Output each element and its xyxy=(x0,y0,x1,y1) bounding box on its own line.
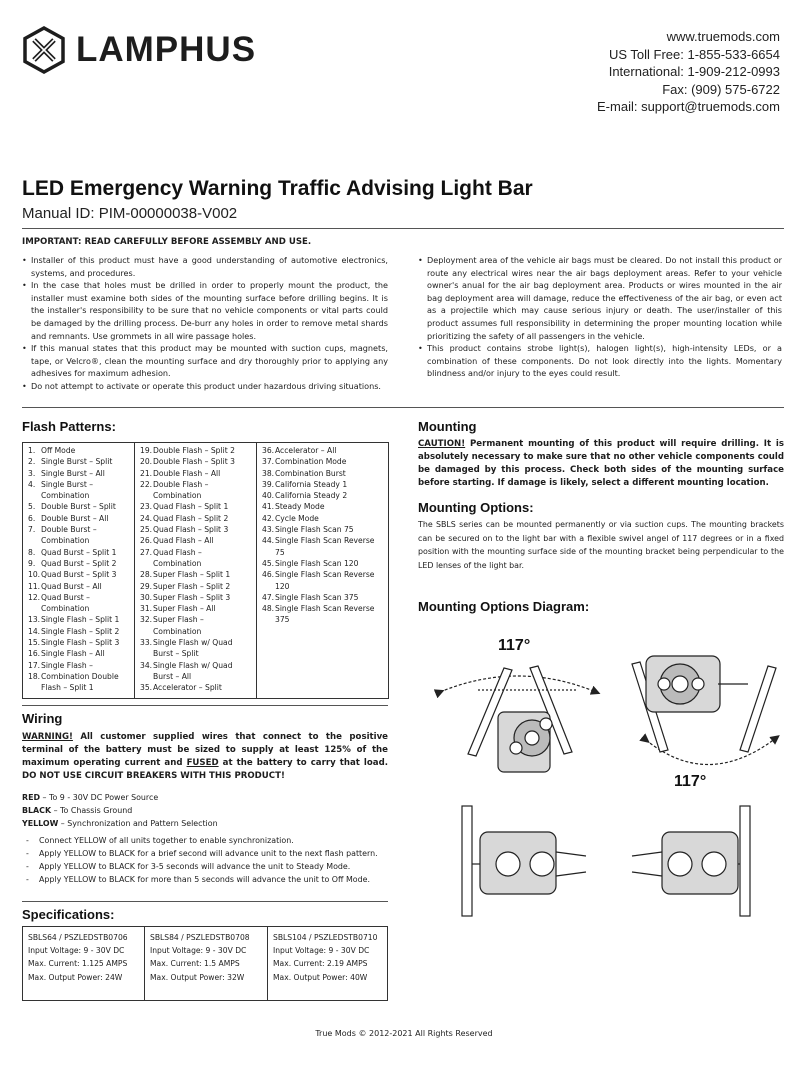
list-item: 24. Quad Flash – Split 2 xyxy=(140,513,229,523)
list-item: - Apply YELLOW to BLACK for a brief second will advance unit to the next flash pattern. xyxy=(22,847,388,860)
angle-label-bottom: 117° xyxy=(674,773,707,790)
wire-yellow: YELLOW – Synchronization and Pattern Selection xyxy=(22,819,218,828)
list-item: 31. Super Flash – All xyxy=(140,604,216,614)
contact-toll-free: US Toll Free: 1-855-533-6654 xyxy=(608,46,780,62)
contact-block xyxy=(597,28,780,116)
swivel-left-illustration xyxy=(440,666,596,772)
caution-label: CAUTION! xyxy=(418,439,466,449)
contact-website[interactable]: www.truemods.com xyxy=(666,29,780,44)
flash-patterns-table xyxy=(22,442,389,699)
spec-model-2: SBLS84 / PSZLEDSTB0708 Input Voltage: 9 - 30V DC Max. Current: 1.5 AMPS Max. Output Power: 32W xyxy=(145,927,268,1001)
list-item: 26. Quad Flash – All xyxy=(140,536,214,546)
mounting-diagram-heading: Mounting Options Diagram: xyxy=(418,599,590,614)
flash-column-1 xyxy=(23,443,135,699)
manual-id: Manual ID: PIM-00000038-V002 xyxy=(22,205,238,222)
mounting-heading: Mounting xyxy=(418,419,477,434)
list-item: • Deployment area of the vehicle air bags must be cleared. Do not install this product or route any electrical wires near the air bags deployment areas. Refer to your vehicle owner's anual for the air bag deployment area. Products or wires mounted in the air bag deployment area will damage, reduce the effectiveness of the air bag, or even act as a projectile which may cause serious injury or death. The user/installer of this product assumes full responsibility in determining the proper mounting location while prioritizing the safety of all passengers in the vehicle. xyxy=(418,254,782,342)
flash-patterns-heading: Flash Patterns: xyxy=(22,419,116,434)
list-item: 28. Super Flash – Split 1 xyxy=(140,570,231,580)
wire-red: RED – To 9 - 30V DC Power Source xyxy=(22,793,159,802)
list-item: 46. Single Flash Scan Reverse 120 xyxy=(262,570,375,591)
list-item: 34. Single Flash w/ Quad Burst – All xyxy=(140,660,233,681)
list-item: • Installer of this product must have a good understanding of automotive electronics, systems, and procedures. xyxy=(22,254,388,279)
list-item: 42. Cycle Mode xyxy=(262,513,319,523)
list-item: 33. Single Flash w/ Quad Burst – Split xyxy=(140,638,233,659)
warning-label: WARNING! xyxy=(22,732,73,742)
list-item: 41. Steady Mode xyxy=(262,502,325,512)
list-item: 22. Double Flash – Combination xyxy=(140,479,209,501)
list-item: 9. Quad Burst – Split 2 xyxy=(28,558,117,568)
list-item: 39. California Steady 1 xyxy=(262,479,348,489)
mounting-options-text: The SBLS series can be mounted permanently or via suction cups. The mounting brackets can be secured on to the light bar with a flexible swivel angel of 117 degrees or in a fixed position with the mounting surface side of the mounting bracket being perpendicular to the LED lenses of the light bar. xyxy=(418,520,784,570)
list-item: - Apply YELLOW to BLACK for more than 5 seconds will advance the unit to Off Mode. xyxy=(22,873,388,886)
list-item: 27. Quad Flash – Combination xyxy=(140,547,202,568)
list-item: 18. Combination Double Flash – Split 1 xyxy=(28,671,119,693)
important-heading: IMPORTANT: READ CAREFULLY BEFORE ASSEMBLY AND USE. xyxy=(22,237,312,247)
contact-international: International: 1-909-212-0993 xyxy=(608,64,780,79)
fixed-right-illustration xyxy=(632,806,750,916)
list-item: • In the case that holes must be drilled in order to properly mount the product, the installer must examine both sides of the mounting surface before drilling begins. It is the installer's responsibility to be sure that no vehicle components or vital parts could be damaged by the drilling process. De-burr any holes in order to remove metal shards and remnants. Use grommets in all wire passage holes. xyxy=(22,279,388,342)
list-item: 11. Quad Burst – All xyxy=(28,581,102,591)
wiring-steps xyxy=(22,834,388,886)
list-item: 4. Single Burst – Combination xyxy=(28,479,94,501)
list-item: 23. Quad Flash – Split 1 xyxy=(140,502,229,512)
list-item: - Apply YELLOW to BLACK for 3-5 seconds will advance the unit to Steady Mode. xyxy=(22,860,388,873)
swivel-right-illustration xyxy=(632,656,776,765)
list-item: 17. Single Flash – xyxy=(28,660,93,670)
list-item: 1. Off Mode xyxy=(28,446,76,455)
wire-black: BLACK – To Chassis Ground xyxy=(22,806,133,815)
lamphus-emblem-icon xyxy=(22,26,66,74)
list-item: 15. Single Flash – Split 3 xyxy=(28,638,120,648)
list-item: - Connect YELLOW of all units together to enable synchronization. xyxy=(22,834,388,847)
contact-email[interactable]: E-mail: support@truemods.com xyxy=(597,99,780,114)
list-item: 7. Double Burst – Combination xyxy=(28,525,97,546)
list-item: 20. Double Flash – Split 3 xyxy=(140,457,235,467)
list-item: 10. Quad Burst – Split 3 xyxy=(28,570,117,580)
section-divider xyxy=(22,407,784,408)
contact-fax: Fax: (909) 575-6722 xyxy=(662,81,780,97)
brand-logo xyxy=(22,26,256,74)
list-item: 8. Quad Burst – Split 1 xyxy=(28,547,117,557)
mounting-caution: CAUTION! Permanent mounting of this product will require drilling. It is absolutely necessary to make sure that no other vehicle components could be damaged by this process. Check both sides of the mounting surface before starting. If damage is likely, select a different mounting location. xyxy=(418,439,784,488)
spec-model-1: SBLS64 / PSZLEDSTB0706 Input Voltage: 9 - 30V DC Max. Current: 1.125 AMPS Max. Output Power: 24W xyxy=(23,927,145,1001)
list-item: 47. Single Flash Scan 375 xyxy=(262,592,359,602)
footer-copyright: True Mods © 2012-2021 All Rights Reserved xyxy=(315,1029,493,1038)
list-item: 30. Super Flash – Split 3 xyxy=(140,592,231,602)
spec-divider xyxy=(22,901,388,902)
important-left-list xyxy=(22,254,388,393)
mounting-options-diagram xyxy=(418,620,788,920)
flash-column-2 xyxy=(135,443,257,699)
list-item: 13. Single Flash – Split 1 xyxy=(28,615,120,625)
list-item: 25. Quad Flash – Split 3 xyxy=(140,525,229,535)
list-item: 43. Single Flash Scan 75 xyxy=(262,525,354,535)
list-item: 35. Accelerator – Split xyxy=(140,683,222,693)
list-item: 29. Super Flash – Split 2 xyxy=(140,581,231,591)
list-item: 5. Double Burst – Split xyxy=(28,502,116,512)
wiring-divider xyxy=(22,705,388,706)
list-item: 40. California Steady 2 xyxy=(262,491,348,501)
list-item: 45. Single Flash Scan 120 xyxy=(262,558,359,568)
wire-color-list xyxy=(22,791,218,830)
list-item: 48. Single Flash Scan Reverse 375 xyxy=(262,604,375,625)
list-item: 21. Double Flash – All xyxy=(140,468,221,478)
specifications-heading: Specifications: xyxy=(22,907,115,922)
list-item: 32. Super Flash – Combination xyxy=(140,615,204,636)
list-item: 2. Single Burst – Split xyxy=(28,457,113,467)
document-title: LED Emergency Warning Traffic Advising Light Bar xyxy=(22,177,533,200)
spec-model-3: SBLS104 / PSZLEDSTB0710 Input Voltage: 9 - 30V DC Max. Current: 2.19 AMPS Max. Output Power: 40W xyxy=(268,927,388,1001)
specifications-table xyxy=(22,926,388,1001)
mounting-options-heading: Mounting Options: xyxy=(418,500,534,515)
list-item: 12. Quad Burst – Combination xyxy=(28,592,90,614)
list-item: 6. Double Burst – All xyxy=(28,513,109,523)
header-divider xyxy=(22,228,784,229)
list-item: • Do not attempt to activate or operate this product under hazardous driving situations. xyxy=(22,380,388,393)
list-item: • If this manual states that this product may be mounted with suction cups, magnets, tape, or Velcro®, clean the mounting surface and dry thoroughly prior to applying any adhesives for maximum adhesion. xyxy=(22,342,388,380)
wiring-warning: WARNING! All customer supplied wires that connect to the positive terminal of the battery must be sized to supply at least 125% of the maximum operating current and FUSED at the battery to carry that load. DO NOT USE CIRCUIT BREAKERS WITH THIS PRODUCT! xyxy=(22,732,388,781)
brand-name: LAMPHUS xyxy=(76,30,257,69)
fused-label: FUSED xyxy=(186,758,219,768)
list-item: 36. Accelerator – All xyxy=(262,446,337,455)
flash-column-3 xyxy=(257,443,389,699)
list-item: • This product contains strobe light(s), halogen light(s), high-intensity LEDs, or a combination of these components. Do not look directly into the lights. Momentary blindness and/or injury to the eyes could result. xyxy=(418,342,782,380)
list-item: 14. Single Flash – Split 2 xyxy=(28,626,120,636)
list-item: 16. Single Flash – All xyxy=(28,649,105,659)
list-item: 38. Combination Burst xyxy=(262,468,346,478)
list-item: 37. Combination Mode xyxy=(262,457,347,467)
important-right-list xyxy=(418,254,782,380)
angle-label-top: 117° xyxy=(498,637,531,654)
list-item: 44. Single Flash Scan Reverse 75 xyxy=(262,536,375,557)
fixed-left-illustration xyxy=(462,806,586,916)
wiring-heading: Wiring xyxy=(22,711,63,726)
list-item: 19. Double Flash – Split 2 xyxy=(140,446,235,455)
list-item: 3. Single Burst – All xyxy=(28,468,105,478)
